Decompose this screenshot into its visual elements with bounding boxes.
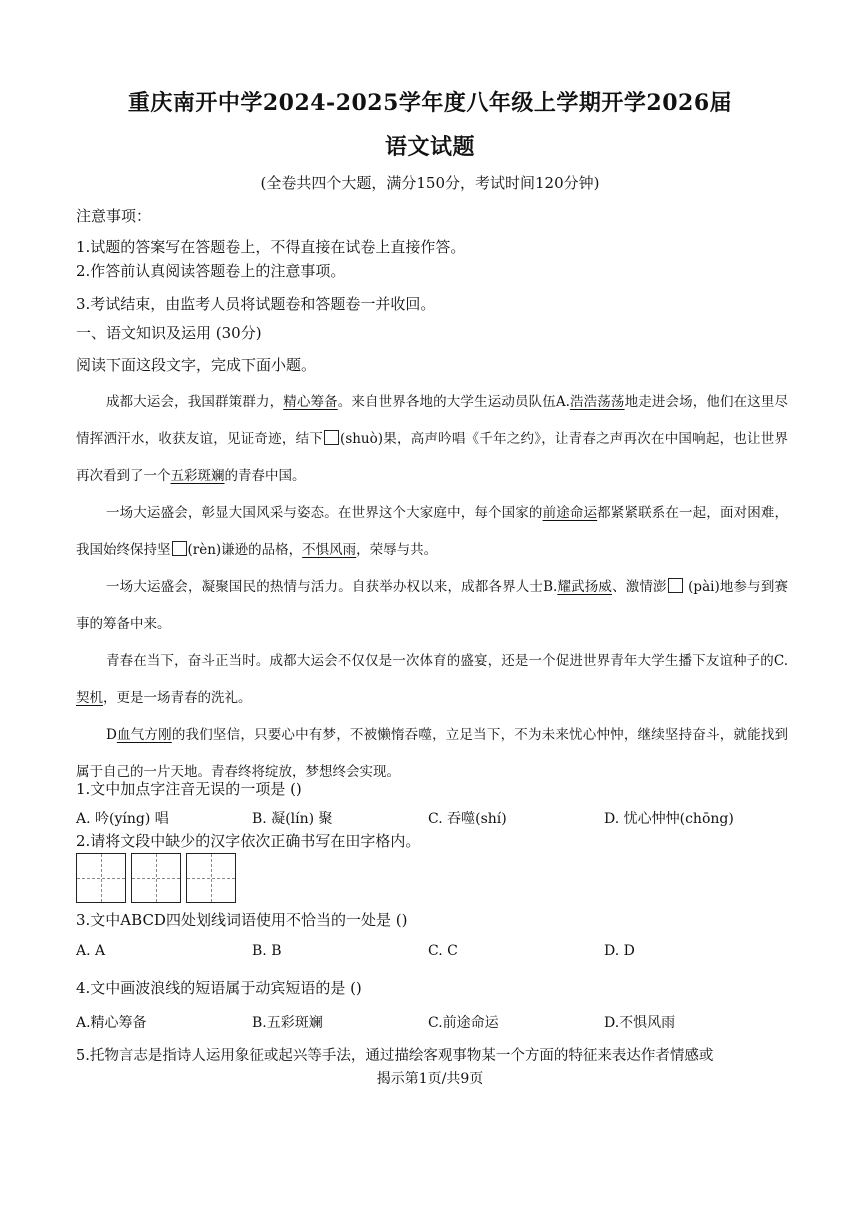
- underlined-word: 契机: [76, 690, 103, 706]
- reading-passage: [76, 384, 788, 791]
- underlined-word: 不惧风雨: [302, 542, 357, 558]
- option-c: C. C: [428, 943, 458, 959]
- exam-subject: 语文试题: [384, 134, 475, 160]
- blank-box: [324, 430, 339, 445]
- exam-note: (全卷共四个大题，满分150分，考试时间120分钟): [260, 174, 600, 192]
- notice-item-1: 1.试题的答案写在答题卷上，不得直接在试卷上直接作答。: [76, 238, 466, 256]
- question-5: 5.托物言志是指诗人运用象征或起兴等手法，通过描绘客观事物某一个方面的特征来表达作者情感或: [76, 1048, 714, 1064]
- underlined-word: 精心筹备: [283, 394, 338, 410]
- underlined-word: 血气方刚: [116, 727, 172, 743]
- underlined-word: 前途命运: [542, 505, 598, 521]
- blank-box: [668, 578, 683, 593]
- option-c: C.前途命运: [428, 1015, 499, 1031]
- question-3: 3.文中ABCD四处划线词语使用不恰当的一处是 (): [76, 911, 408, 929]
- option-b: B.五彩斑斓: [252, 1015, 323, 1031]
- notice-heading: 注意事项：: [76, 207, 152, 225]
- option-b: B. 凝(lín) 聚: [252, 811, 333, 827]
- passage-paragraph-5: D血气方刚的我们坚信，只要心中有梦，不被懒惰吞噬，立足当下，不为未来忧心忡忡，继续坚持奋斗，就能找到属于自己的一片天地。青春终将绽放，梦想终会实现。: [76, 727, 789, 780]
- answer-grid-1[interactable]: [76, 853, 126, 903]
- notice-item-3: 3.考试结束，由监考人员将试题卷和答题卷一并收回。: [76, 295, 436, 313]
- exam-title: 重庆南开中学2024-2025学年度八年级上学期开学2026届: [127, 90, 733, 116]
- passage-paragraph-3: 一场大运盛会，凝聚国民的热情与活力。自获举办权以来，成都各界人士B.耀武扬威、激情澎 (pài)地参与到赛事的筹备中来。: [76, 579, 789, 632]
- option-d: D. 忧心忡忡(chōng): [604, 811, 734, 827]
- answer-grid-3[interactable]: [186, 853, 236, 903]
- blank-box: [172, 541, 187, 556]
- underlined-word: 五彩斑斓: [170, 468, 225, 484]
- option-d: D.不惧风雨: [604, 1015, 676, 1031]
- question-4: 4.文中画波浪线的短语属于动宾短语的是 (): [76, 979, 362, 997]
- option-b: B. B: [252, 943, 282, 959]
- option-a: A. A: [76, 943, 106, 959]
- question-2: 2.请将文段中缺少的汉字依次正确书写在田字格内。: [76, 832, 421, 850]
- option-d: D. D: [604, 943, 635, 959]
- passage-paragraph-4: 青春在当下，奋斗正当时。成都大运会不仅仅是一次体育的盛宴，还是一个促进世界青年大学生播下友谊种子的C.契机，更是一场青春的洗礼。: [76, 653, 788, 706]
- question-1: 1.文中加点字注音无误的一项是 (): [76, 780, 302, 798]
- page-footer: 揭示第1页/共9页: [376, 1071, 484, 1087]
- passage-paragraph-1: 成都大运会，我国群策群力，精心筹备。来自世界各地的大学生运动员队伍A.浩浩荡荡地走进会场，他们在这里尽情挥洒汗水，收获友谊，见证奇迹，结下 (shuò)果，高声吟唱《千年之约》，让青春之声再次在中国响起，也让世界再次看到了一个五彩斑斓的青春中国。: [76, 394, 789, 484]
- section-instruction: 阅读下面这段文字，完成下面小题。: [76, 356, 317, 374]
- option-a: A.精心筹备: [76, 1015, 147, 1031]
- notice-item-2: 2.作答前认真阅读答题卷上的注意事项。: [76, 262, 346, 280]
- option-a: A. 吟(yíng) 唱: [76, 811, 169, 827]
- option-c: C. 吞噬(shí): [428, 811, 507, 827]
- passage-paragraph-2: 一场大运盛会，彰显大国风采与姿态。在世界这个大家庭中，每个国家的前途命运都紧紧联系在一起，面对困难，我国始终保持坚 (rèn)谦逊的品格，不惧风雨，荣辱与共。: [76, 505, 789, 558]
- underlined-word: 浩浩荡荡: [569, 394, 625, 410]
- answer-grid-2[interactable]: [131, 853, 181, 903]
- section-heading: 一、语文知识及运用 (30分): [76, 324, 262, 342]
- underlined-word: 耀武扬威: [557, 579, 613, 595]
